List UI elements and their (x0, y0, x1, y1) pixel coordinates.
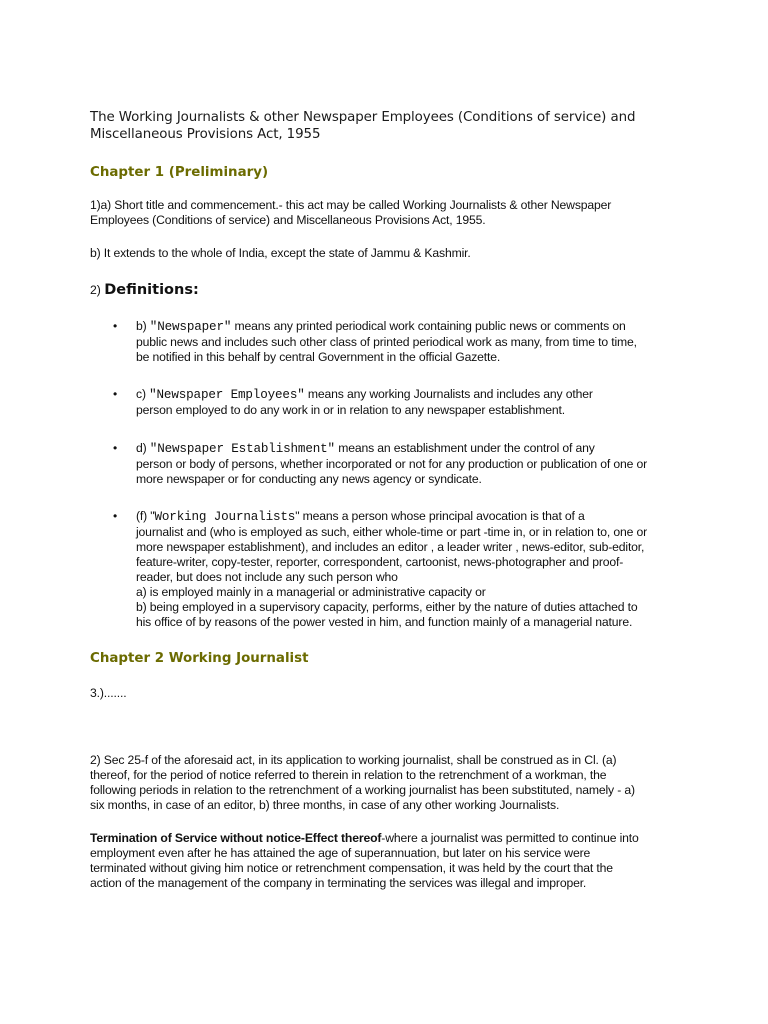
definition-prefix: (f) " (136, 509, 155, 523)
short-title-line-2: Employees (Conditions of service) and Miscellaneous Provisions Act, 1955. (90, 213, 486, 227)
definition-prefix: c) (136, 387, 150, 401)
short-title-paragraph (90, 198, 680, 228)
chapter-2-heading: Chapter 2 Working Journalist (90, 651, 309, 666)
definition-content (136, 509, 686, 630)
definition-text: more newspaper establishment), and includes an editor , a leader writer , news-editor, sub-editor, (136, 540, 645, 554)
bullet-icon: • (113, 319, 118, 333)
definition-term: Working Journalists (154, 510, 296, 524)
sec-25f-line: 2) Sec 25-f of the aforesaid act, in its application to working journalist, shall be construed as in Cl. (a) (90, 753, 617, 767)
definition-text: person or body of persons, whether incorporated or not for any production or publication of one or (136, 457, 648, 471)
definition-term: "Newspaper Establishment" (149, 442, 335, 456)
title-line-2: Miscellaneous Provisions Act, 1955 (90, 127, 321, 142)
definition-term: "Newspaper Employees" (149, 388, 305, 402)
definition-prefix: b) (136, 319, 150, 333)
document-title (90, 109, 680, 143)
definition-text: his office of by reasons of the power vested in him, and function mainly of a managerial nature. (136, 615, 633, 629)
chapter-1-heading: Chapter 1 (Preliminary) (90, 165, 269, 180)
bullet-icon: • (113, 441, 118, 455)
termination-line: terminated without giving him notice or retrenchment compensation, it was held by the court that the (90, 861, 613, 875)
short-title-line-1: 1)a) Short title and commencement.- this act may be called Working Journalists & other Newspaper (90, 198, 612, 212)
definition-text: means any working Journalists and includes any other (304, 387, 593, 401)
definitions-heading (90, 281, 680, 299)
termination-line: employment even after he has attained the age of superannuation, but later on his service were (90, 846, 591, 860)
definition-text: b) being employed in a supervisory capacity, performs, either by the nature of duties attached to (136, 600, 638, 614)
extent-paragraph: b) It extends to the whole of India, except the state of Jammu & Kashmir. (90, 246, 471, 260)
section-3-paragraph: 3.)....... (90, 686, 127, 700)
sec-25f-line: thereof, for the period of notice referred to therein in relation to the retrenchment of a workman, the (90, 768, 607, 782)
definitions-title: Definitions: (104, 282, 199, 298)
definition-text: more newspaper or for conducting any news agency or syndicate. (136, 472, 482, 486)
definition-content (136, 319, 686, 365)
definition-term: "Newspaper" (149, 320, 232, 334)
bullet-icon: • (113, 509, 118, 523)
definition-text: " means a person whose principal avocation is that of a (295, 509, 585, 523)
definitions-number: 2) (90, 283, 101, 297)
definition-text: a) is employed mainly in a managerial or administrative capacity or (136, 585, 486, 599)
definition-text: feature-writer, copy-tester, reporter, correspondent, cartoonist, news-photographer and proof- (136, 555, 624, 569)
definition-prefix: d) (136, 441, 150, 455)
definition-text: be notified in this behalf by central Government in the official Gazette. (136, 350, 501, 364)
termination-line: -where a journalist was permitted to continue into (381, 831, 639, 845)
definition-content (136, 441, 686, 487)
definition-content (136, 387, 686, 418)
termination-heading: Termination of Service without notice-Effect thereof (90, 831, 382, 845)
definition-text: public news and includes such other class of printed periodical work as many, from time to time, (136, 335, 637, 349)
sec-25f-paragraph (90, 753, 680, 813)
definition-text: reader, but does not include any such person who (136, 570, 398, 584)
termination-paragraph (90, 831, 680, 891)
sec-25f-line: following periods in relation to the retrenchment of a working journalist has been substituted, namely - a) (90, 783, 635, 797)
definition-text: person employed to do any work in or in relation to any newspaper establishment. (136, 403, 566, 417)
definition-text: means an establishment under the control of any (334, 441, 595, 455)
title-line-1: The Working Journalists & other Newspaper Employees (Conditions of service) and (90, 110, 636, 125)
bullet-icon: • (113, 387, 118, 401)
termination-line: action of the management of the company in terminating the services was illegal and improper. (90, 876, 587, 890)
sec-25f-line: six months, in case of an editor, b) three months, in case of any other working Journalists. (90, 798, 560, 812)
definition-text: means any printed periodical work containing public news or comments on (231, 319, 626, 333)
definition-text: journalist and (who is employed as such, either whole-time or part -time in, or in relation to, one or (136, 525, 648, 539)
